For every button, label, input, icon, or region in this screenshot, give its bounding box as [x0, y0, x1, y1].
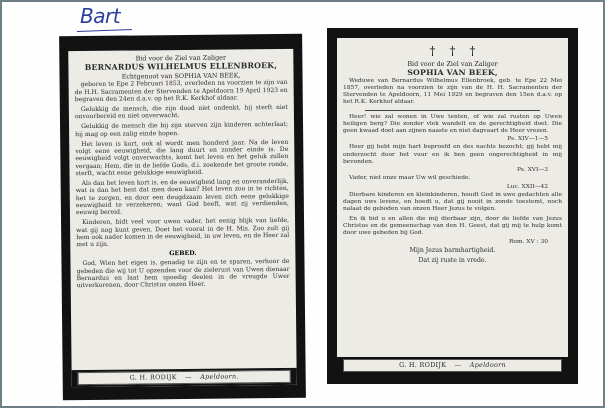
- card-right-paper: [337, 38, 568, 374]
- scripture-reference: Rom. XV : 30: [509, 238, 548, 245]
- scripture-reference: Ps. XIV—1—5: [507, 136, 548, 143]
- closing-rest-in-peace: Dat zij ruste in vrede.: [418, 256, 487, 264]
- scripture-reference: Luc. XXII—42: [506, 184, 548, 191]
- printer-place: Apeldoorn.: [200, 372, 239, 381]
- card-left-printer-bar: [72, 368, 297, 387]
- card-left-body: [75, 79, 290, 289]
- card-right-printer: [343, 359, 562, 372]
- card-right-bio: Weduwe van Bernardus Wilhelmus Ellenbroek, geb. te Epe 22 Mei 1857, overleden na voorzien te zijn van de H. H. Sacramenten der Stervenden te Apeldoorn, 11 Mei 1929 en begraven den 15en d.a.v. op het R.K. Kerkhof aldaar.: [343, 78, 562, 106]
- card-left-paragraph: Gelukkig de mensch die bij zijn sterven zijn kinderen achterlaat; hij mag op een zalig einde hopen.: [75, 121, 289, 138]
- card-left-intro: Bid voor de Ziel van Zaliger: [135, 53, 227, 63]
- printer-separator: —: [185, 372, 192, 381]
- card-left-bio: geboren te Epe 2 Februari 1853, overleden na voorzien te zijn van de H.H. Sacramenten der Stervenden te Apeldoorn 19 April 1923 en begraven den 24en d.a.v. op het R.K. Kerkhof aldaar.: [74, 79, 288, 104]
- closing-invocation: Mijn Jezus barmhartigheid.: [409, 246, 496, 254]
- card-right-paragraph: Heer! wie zal wonen in Uwe tenten, of wie zal rusten op Uwen heiligen berg? Die zonder vlek wandelt en de gerechtigheid doet. Die geen kwaad doet aan zijnen naaste en niet dagvaart de Heer vrezen.: [343, 113, 562, 134]
- card-left-divider-label: GEBED.: [169, 250, 197, 258]
- memorial-card-right: [327, 28, 578, 384]
- card-right-printer-bar: [337, 357, 568, 374]
- crosses-icon: †††: [429, 44, 490, 58]
- printer-name: G. H. RODIJK: [399, 361, 447, 369]
- printer-separator: —: [454, 361, 462, 369]
- scripture-reference: Ps. XVI—3: [517, 167, 548, 174]
- printer-name: G. H. RODIJK: [129, 373, 177, 382]
- printer-place: Apeldoorn: [469, 361, 506, 369]
- card-left-printer: [78, 370, 291, 385]
- handwritten-note: Bart: [80, 4, 121, 28]
- card-left-paper: [68, 49, 297, 387]
- card-right-paragraph: Dierbare kinderen en kleinkinderen, houdt God in uwe gedachten alle dagen uws levens, en hoedt u, dat gij nooit in zonde toestemt, noch nalaat de geboden van onzen Heer Jezus te volgen.: [343, 192, 562, 213]
- card-right-paragraph: Heer gij hebt mijn hart beproefd en des nachts bezocht; gij hebt mij onderzocht door het vuur en ik ben geen ongerechtigheid in mij bevonden.: [343, 144, 562, 165]
- card-right-paragraph: Vader, niet onze maar Uw wil geschiede.: [349, 175, 471, 182]
- card-right-paragraph: En ik bid u en allen die mij dierbaar zijn, door de liefde van Jezus Christus en de gemeenschap van den H. Geest, dat gij mij te hulp komt door uwe gebeden bij God.: [343, 215, 562, 237]
- card-right-body: [343, 78, 562, 265]
- card-left-paragraph: Gelukkig de mensch, die zijn dood niet ondenkt, hij sterft niet onvoorbereid en niet onverwacht.: [74, 103, 288, 121]
- card-left-paragraph: Kinderen, bidt veel voor uwen vader, het eenig blijk van liefde, wat gij nog kunt geven. Doet het vooral in de H. Mis. Zoo zult gij hem ook nader komen in de eeuwigheid, in uw leven, en de Heer zal met u zijn.: [76, 217, 290, 249]
- card-left-spouse: Echtgenoot van SOPHIA VAN BEEK,: [121, 71, 241, 81]
- card-left-paragraph: Het leven is kort, ook al wordt men honderd jaar. Na de leven volgt eene eeuwigheid, die lang duurt en zonder einde is. De eeuwigheid volgt onverwachts, komt het leven en het geluk zullen vergaan; Hem, die in de liefde Gods, d.i. zoekende het groote ronde, sterft, wacht eene gelukkige eeuwigheid.: [75, 138, 289, 178]
- card-left-prayer: God, Wien het eigen is, genadig te zijn en te sparen, verhoor de gebeden die wij tot U opzenden voor de zielerust van Uwen dienaar Bernardus en laat hem spoedig deelen in de vreugde Uwer uitverkorenen, door Christus onzen Heer.: [76, 258, 290, 290]
- card-left-paragraph: Als dan het leven kort is, en de eeuwigheid lang en onveranderlijk, wat is dan het best dat men doen kan? Het leven zoo in te richten, het te zorgen, en door een deugdzaam leven zich eene gelukkige eeuwigheid te verzekeren; want God heeft, wat zij verdienden, eeuwig bereid.: [75, 177, 289, 217]
- card-right-intro: Bid voor de Ziel van Zaliger: [407, 60, 498, 68]
- card-right-name: SOPHIA VAN BEEK,: [407, 68, 498, 78]
- card-right-divider: [365, 110, 540, 111]
- card-left-name: BERNARDUS WILHELMUS ELLENBROEK,: [84, 61, 278, 73]
- memorial-card-left: [59, 34, 306, 401]
